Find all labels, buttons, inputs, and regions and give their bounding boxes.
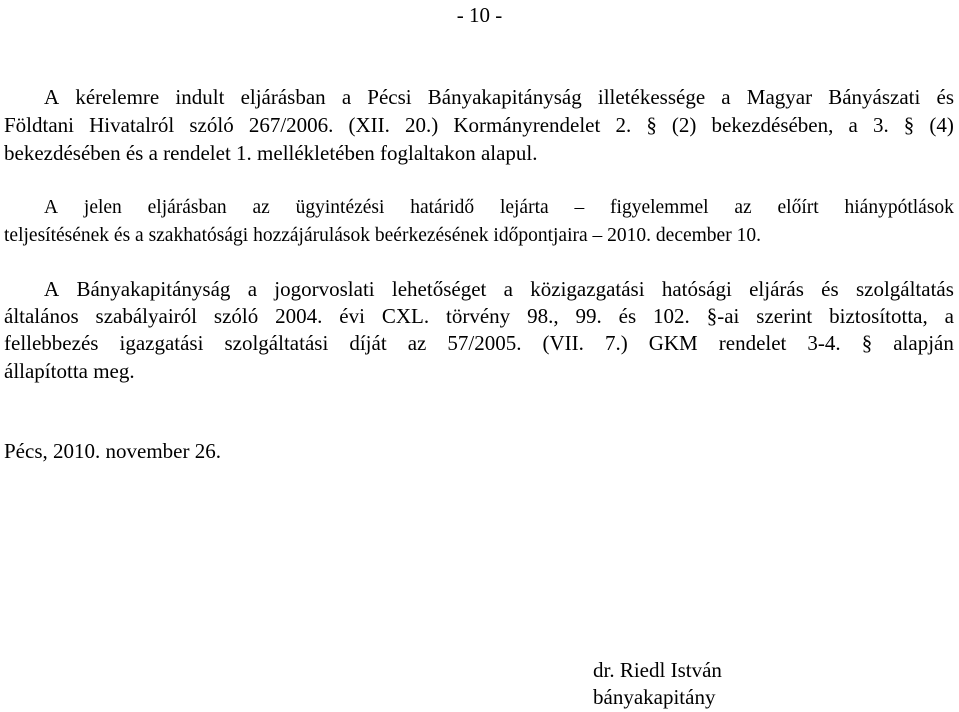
word: szóló bbox=[189, 113, 234, 137]
word: a bbox=[721, 85, 731, 109]
word: (XII. bbox=[348, 113, 390, 137]
word: alapján bbox=[893, 331, 954, 355]
word: Földtani bbox=[4, 113, 75, 137]
word: 98., bbox=[527, 304, 559, 328]
word: Bányakapitányság bbox=[76, 277, 231, 301]
word: és bbox=[618, 304, 637, 328]
word: 3-4. bbox=[807, 331, 841, 355]
word: Magyar bbox=[746, 85, 813, 109]
word: igazgatási bbox=[119, 331, 204, 355]
word: hiánypótlások bbox=[844, 197, 954, 218]
word: az bbox=[252, 197, 270, 218]
word: 20.) bbox=[405, 113, 439, 137]
signatory-name: dr. Riedl István bbox=[593, 658, 722, 682]
word: § bbox=[861, 331, 873, 355]
paragraph-1-line-3: bekezdésében és a rendelet 1. mellékletében foglaltakon alapul. bbox=[4, 141, 538, 165]
word: – bbox=[574, 197, 585, 218]
word: GKM bbox=[648, 331, 698, 355]
word: általános bbox=[4, 304, 79, 328]
word: az bbox=[734, 197, 752, 218]
word: Hivatalról bbox=[89, 113, 175, 137]
place-and-date: Pécs, 2010. november 26. bbox=[4, 439, 221, 463]
word: CXL. bbox=[381, 304, 430, 328]
word: és bbox=[936, 85, 954, 109]
word: hatósági bbox=[661, 277, 732, 301]
paragraph-3-line-4: állapította meg. bbox=[4, 359, 135, 383]
paragraph-3-line-1 bbox=[44, 276, 954, 303]
word: §-ai bbox=[706, 304, 740, 328]
word: szabályairól bbox=[95, 304, 197, 328]
paragraph-3-line-2 bbox=[4, 303, 954, 330]
word: Bányakapitányság bbox=[427, 85, 582, 109]
word: lehetőséget bbox=[391, 277, 487, 301]
word: 57/2005. bbox=[447, 331, 522, 355]
word: Bányászati bbox=[828, 85, 921, 109]
word: kérelemre bbox=[75, 85, 160, 109]
word: jelen bbox=[83, 197, 122, 218]
word: 102. bbox=[653, 304, 690, 328]
word: évi bbox=[339, 304, 365, 328]
word: 2004. bbox=[275, 304, 323, 328]
word: A bbox=[44, 197, 59, 218]
word: eljárásban bbox=[240, 85, 326, 109]
word: Kormányrendelet bbox=[453, 113, 601, 137]
word: Pécsi bbox=[367, 85, 412, 109]
word: szolgáltatás bbox=[855, 277, 954, 301]
word: § bbox=[646, 113, 657, 137]
word: 7.) bbox=[604, 331, 628, 355]
word: eljárás bbox=[749, 277, 804, 301]
word: rendelet bbox=[718, 331, 787, 355]
word: törvény bbox=[446, 304, 511, 328]
word: szóló bbox=[213, 304, 259, 328]
word: indult bbox=[175, 85, 225, 109]
word: a bbox=[341, 85, 352, 109]
word: ügyintézési bbox=[295, 197, 385, 218]
paragraph-3-line-3 bbox=[4, 330, 954, 357]
word: figyelemmel bbox=[610, 197, 709, 218]
word: szerint bbox=[756, 304, 813, 328]
word: (2) bbox=[671, 113, 697, 137]
word: az bbox=[407, 331, 427, 355]
word: a bbox=[247, 277, 258, 301]
word: a bbox=[503, 277, 513, 301]
word: eljárásban bbox=[147, 197, 227, 218]
signatory-title: bányakapitány bbox=[593, 685, 716, 709]
word: közigazgatási bbox=[530, 277, 645, 301]
paragraph-1-line-1 bbox=[44, 84, 954, 111]
word: 99. bbox=[575, 304, 602, 328]
word: a bbox=[848, 113, 858, 137]
paragraph-2-line-2: teljesítésének és a szakhatósági hozzájárulások beérkezésének időpontjaira – 2010. december 10. bbox=[4, 225, 761, 246]
word: § bbox=[903, 113, 915, 137]
word: fellebbezés bbox=[4, 331, 99, 355]
word: A bbox=[44, 85, 60, 109]
word: 3. bbox=[872, 113, 889, 137]
word: előírt bbox=[777, 197, 819, 218]
word: határidő bbox=[410, 197, 475, 218]
word: illetékessége bbox=[597, 85, 706, 109]
page-number: - 10 - bbox=[456, 3, 503, 27]
word: a bbox=[944, 304, 954, 328]
word: szolgáltatási bbox=[224, 331, 329, 355]
word: lejárta bbox=[499, 197, 549, 218]
word: A bbox=[44, 277, 60, 301]
word: (VII. bbox=[542, 331, 584, 355]
word: jogorvoslati bbox=[274, 277, 375, 301]
word: 267/2006. bbox=[248, 113, 334, 137]
word: (4) bbox=[929, 113, 954, 137]
paragraph-1-line-2 bbox=[4, 112, 954, 139]
word: 2. bbox=[615, 113, 632, 137]
paragraph-2-line-1 bbox=[44, 194, 954, 221]
word: díját bbox=[349, 331, 387, 355]
word: biztosította, bbox=[829, 304, 928, 328]
word: és bbox=[821, 277, 839, 301]
word: bekezdésében, bbox=[711, 113, 834, 137]
